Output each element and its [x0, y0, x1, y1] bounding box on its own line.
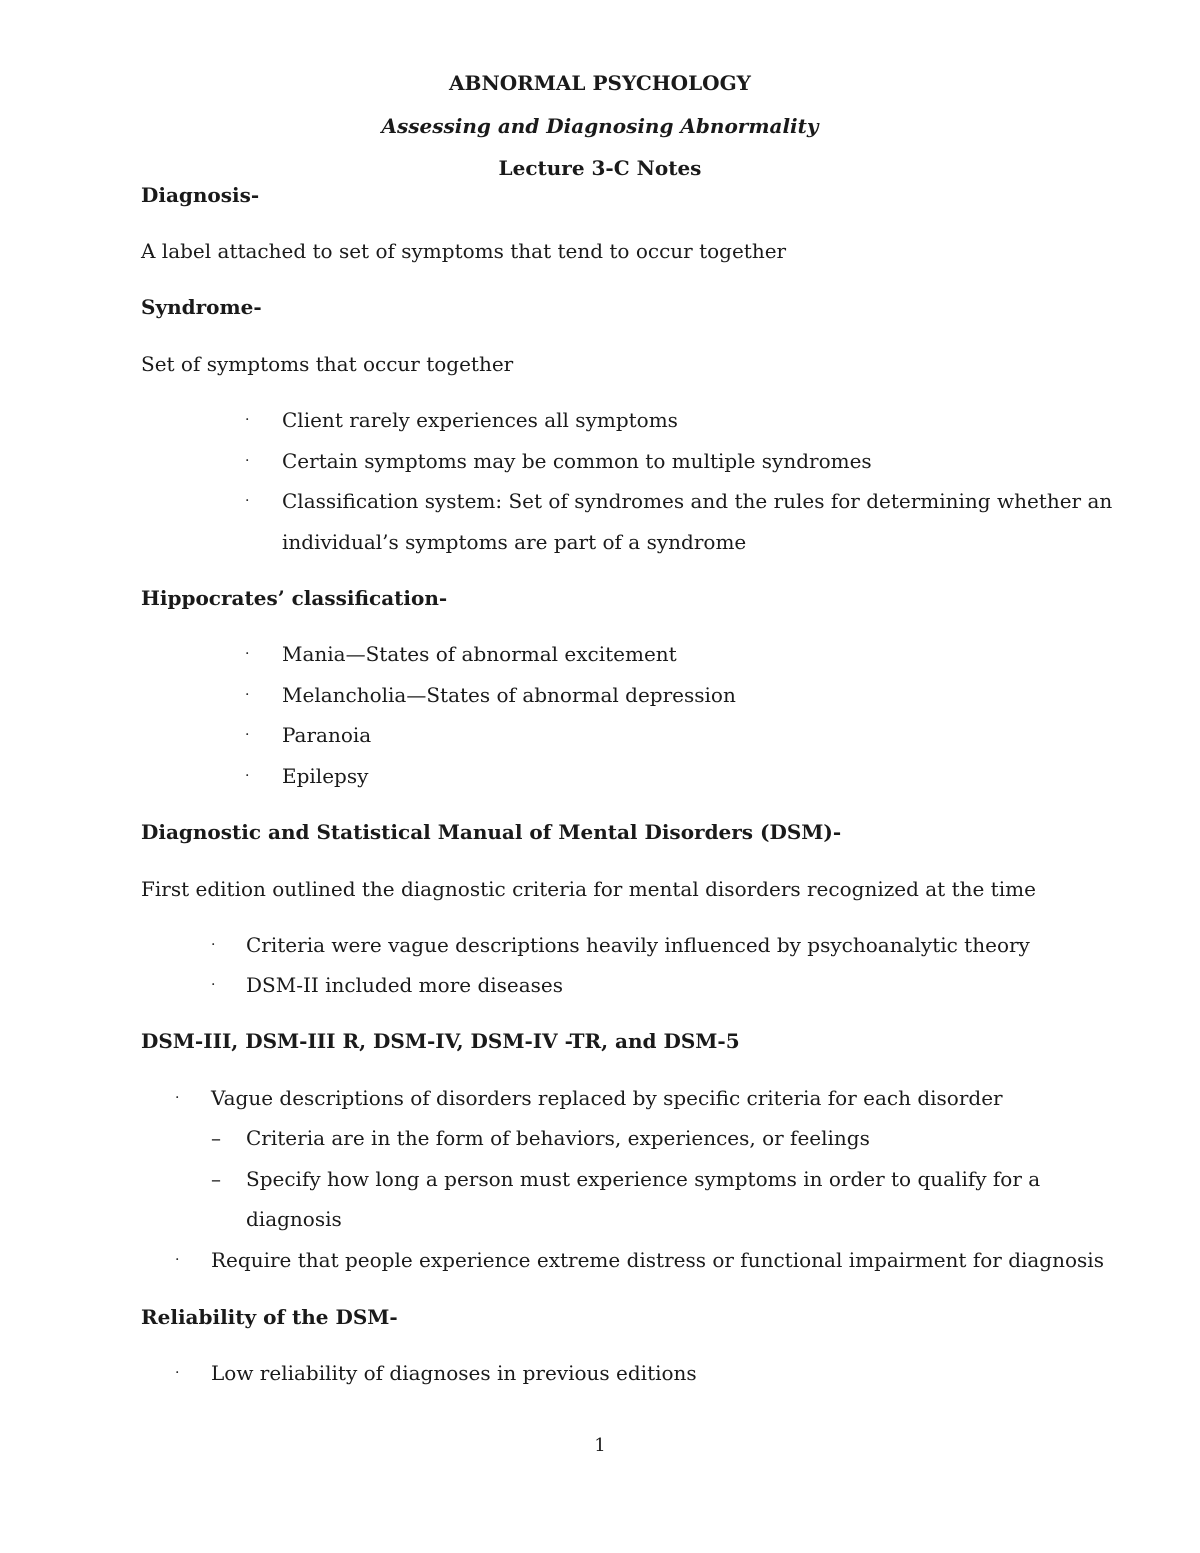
syndrome-heading: Syndrome-	[141, 295, 262, 319]
bullet-marker: ·	[245, 727, 250, 743]
course-title: ABNORMAL PSYCHOLOGY	[449, 71, 751, 95]
list-item: Certain symptoms may be common to multiple syndromes	[282, 449, 872, 473]
dsm-text: First edition outlined the diagnostic criteria for mental disorders recognized at the time	[141, 877, 1036, 901]
dsm-heading: Diagnostic and Statistical Manual of Mental Disorders (DSM)-	[141, 820, 842, 844]
list-item: Classification system: Set of syndromes and the rules for determining whether an	[282, 489, 1113, 513]
list-item-continuation: individual’s symptoms are part of a syndrome	[282, 530, 747, 554]
bullet-marker: ·	[175, 1252, 180, 1268]
list-item: DSM-II included more diseases	[246, 973, 564, 997]
bullet-marker: ·	[245, 687, 250, 703]
list-item: Criteria were vague descriptions heavily influenced by psychoanalytic theory	[246, 933, 1030, 957]
bullet-marker: ·	[245, 453, 250, 469]
list-item: Vague descriptions of disorders replaced by specific criteria for each disorder	[211, 1086, 1003, 1110]
list-item: Low reliability of diagnoses in previous editions	[211, 1361, 697, 1385]
sub-bullet-marker: –	[211, 1126, 221, 1150]
hippocrates-heading: Hippocrates’ classification-	[141, 586, 448, 610]
sub-list-item-continuation: diagnosis	[246, 1207, 342, 1231]
list-item: Melancholia—States of abnormal depression	[282, 683, 736, 707]
list-item: Require that people experience extreme distress or functional impairment for diagnosis	[211, 1248, 1104, 1272]
sub-list-item: Specify how long a person must experience symptoms in order to qualify for a	[246, 1167, 1041, 1191]
list-item: Epilepsy	[282, 764, 369, 788]
list-item: Client rarely experiences all symptoms	[282, 408, 678, 432]
diagnosis-heading: Diagnosis-	[141, 183, 260, 207]
page-number: 1	[594, 1435, 606, 1456]
topic-title: Assessing and Diagnosing Abnormality	[381, 114, 819, 138]
dsm-editions-heading: DSM-III, DSM-III R, DSM-IV, DSM-IV -TR, and DSM-5	[141, 1029, 740, 1053]
bullet-marker: ·	[175, 1365, 180, 1381]
bullet-marker: ·	[211, 977, 216, 993]
list-item: Mania—States of abnormal excitement	[282, 642, 677, 666]
list-item: Paranoia	[282, 723, 372, 747]
syndrome-text: Set of symptoms that occur together	[141, 352, 514, 376]
reliability-heading: Reliability of the DSM-	[141, 1305, 398, 1329]
bullet-marker: ·	[245, 412, 250, 428]
bullet-marker: ·	[211, 937, 216, 953]
bullet-marker: ·	[245, 768, 250, 784]
bullet-marker: ·	[175, 1090, 180, 1106]
bullet-marker: ·	[245, 493, 250, 509]
bullet-marker: ·	[245, 646, 250, 662]
sub-bullet-marker: –	[211, 1167, 221, 1191]
lecture-title: Lecture 3-C Notes	[498, 156, 702, 180]
sub-list-item: Criteria are in the form of behaviors, experiences, or feelings	[246, 1126, 870, 1150]
diagnosis-text: A label attached to set of symptoms that tend to occur together	[141, 239, 787, 263]
